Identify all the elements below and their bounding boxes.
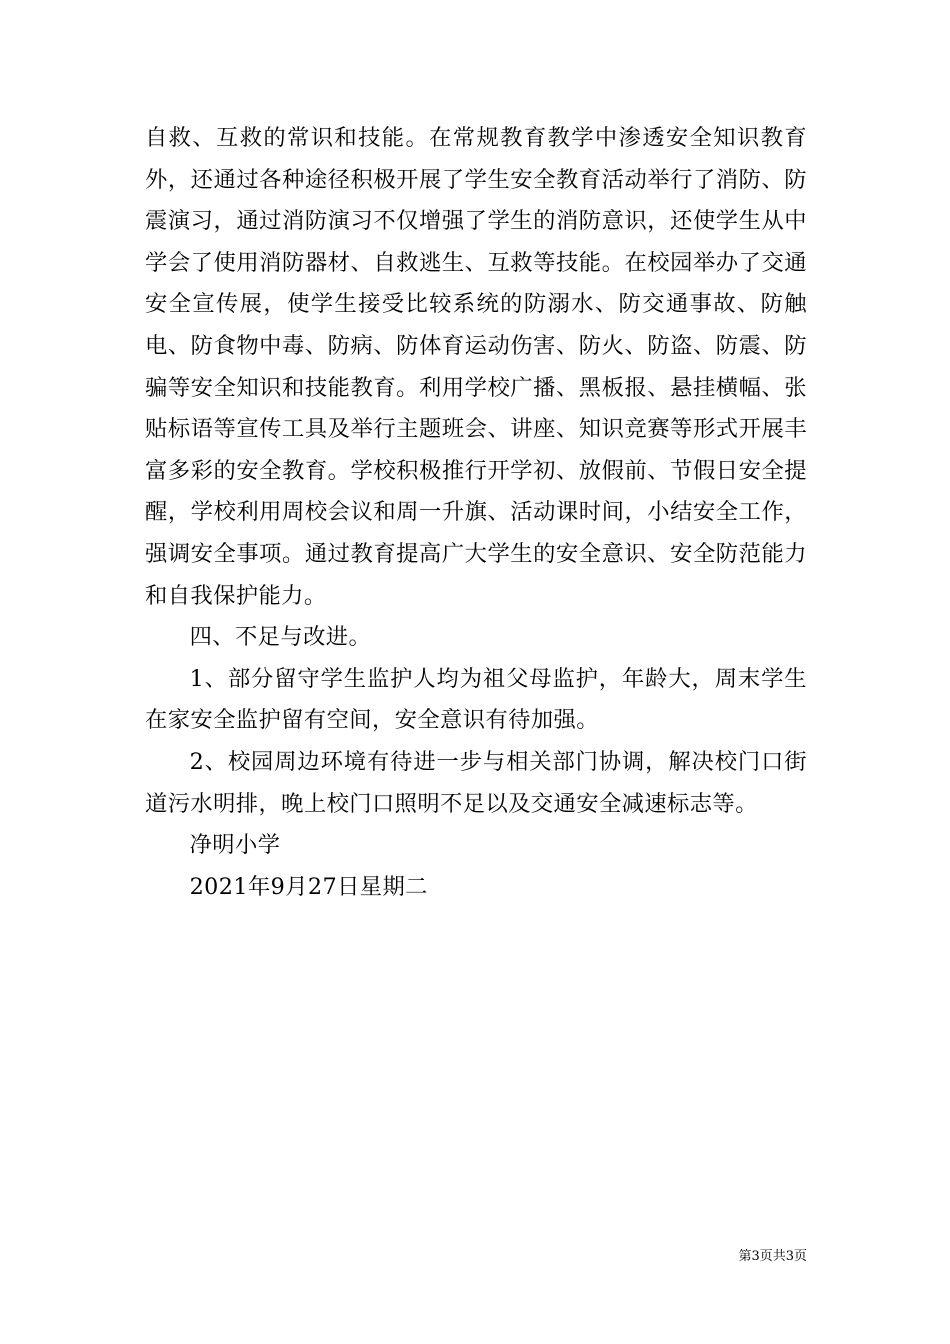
- section-heading-shortcomings: 四、不足与改进。: [189, 624, 372, 651]
- paragraph-improvement-1: 1、部分留守学生监护人均为祖父母监护，年龄大，周末学生在家安全监护留有空间，安全意识有待加强。: [145, 665, 807, 734]
- page-number-indicator: 第3页共3页: [738, 1249, 807, 1264]
- paragraph-safety-education: 自救、互救的常识和技能。在常规教育教学中渗透安全知识教育外，还通过各种途径积极开展了学生安全教育活动举行了消防、防震演习，通过消防演习不仅增强了学生的消防意识，还使学生从中学会了使用消防器材、自救逃生、互救等技能。在校园举办了交通安全宣传展，使学生接受比较系统的防溺水、防交通事故、防触电、防食物中毒、防病、防体育运动伤害、防火、防盗、防震、防骗等安全知识和技能教育。利用学校广播、黑板报、悬挂横幅、张贴标语等宣传工具及举行主题班会、讲座、知识竞赛等形式开展丰富多彩的安全教育。学校积极推行开学初、放假前、节假日安全提醒，学校利用周校会议和周一升旗、活动课时间，小结安全工作，强调安全事项。通过教育提高广大学生的安全意识、安全防范能力和自我保护能力。: [145, 125, 807, 609]
- paragraph-improvement-2: 2、校园周边环境有待进一步与相关部门协调，解决校门口街道污水明排，晚上校门口照明不足以及交通安全减速标志等。: [145, 748, 807, 817]
- document-body: [145, 118, 807, 908]
- signature-date: 2021年9月27日星期二: [189, 873, 428, 900]
- page-footer: [0, 1248, 807, 1266]
- signature-school-name: 净明小学: [189, 832, 281, 859]
